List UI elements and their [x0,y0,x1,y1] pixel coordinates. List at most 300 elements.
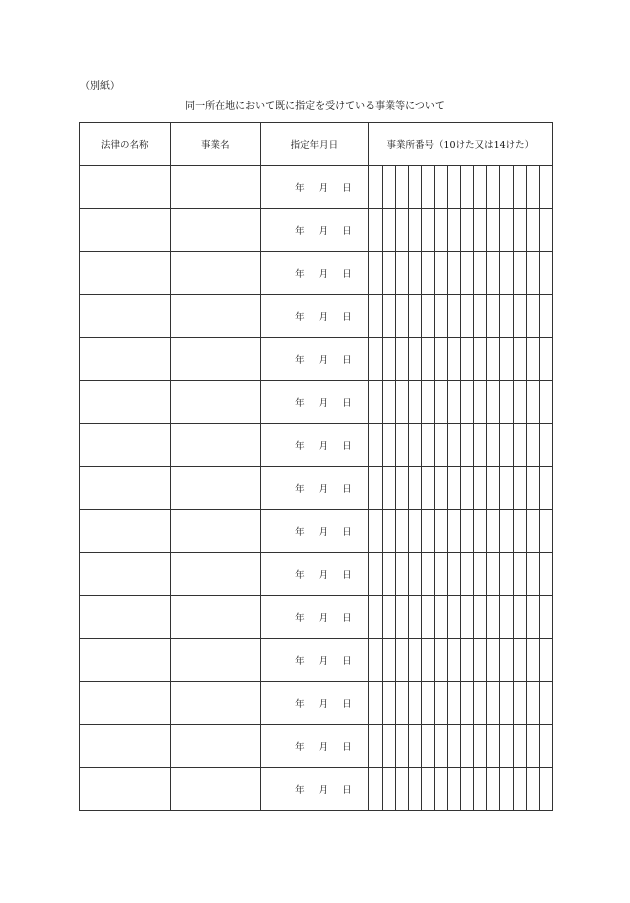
date-year-label: 年 [295,226,305,237]
office-number-digit-cell[interactable] [500,166,513,209]
date-day-label: 日 [342,269,352,280]
office-number-digit-cell[interactable] [448,424,461,467]
law-name-cell[interactable] [80,596,171,639]
office-number-digit-cell[interactable] [526,209,539,252]
date-year-label: 年 [295,699,305,710]
office-number-digit-cell[interactable] [500,768,513,811]
office-number-digit-cell[interactable] [382,467,395,510]
office-number-digit-cell[interactable] [461,768,474,811]
date-year-label: 年 [295,570,305,581]
office-number-digit-cell[interactable] [461,510,474,553]
office-number-digit-cell[interactable] [382,166,395,209]
office-number-digit-cell[interactable] [539,209,552,252]
office-number-digit-cell[interactable] [448,295,461,338]
table-row [80,639,553,682]
office-number-digit-cell[interactable] [461,381,474,424]
office-number-digit-cell[interactable] [539,682,552,725]
office-number-digit-cell[interactable] [539,467,552,510]
office-number-digit-cell[interactable] [487,166,500,209]
office-number-digit-cell[interactable] [526,725,539,768]
date-month-label: 月 [318,398,329,409]
office-number-digit-cell[interactable] [422,596,435,639]
office-number-digit-cell[interactable] [448,725,461,768]
designation-date-cell[interactable] [261,381,369,424]
designation-table [79,122,553,811]
office-number-digit-cell[interactable] [500,338,513,381]
date-day-label: 日 [342,527,352,538]
office-number-digit-cell[interactable] [474,596,487,639]
business-name-cell[interactable] [170,725,261,768]
office-number-digit-cell[interactable] [435,252,448,295]
office-number-digit-cell[interactable] [435,166,448,209]
date-month-label: 月 [318,355,329,366]
office-number-digit-cell[interactable] [435,424,448,467]
office-number-digit-cell[interactable] [539,553,552,596]
business-name-cell[interactable] [170,381,261,424]
table-row [80,338,553,381]
office-number-digit-cell[interactable] [382,252,395,295]
office-number-digit-cell[interactable] [513,467,526,510]
business-name-cell[interactable] [170,424,261,467]
office-number-digit-cell[interactable] [526,596,539,639]
date-day-label: 日 [342,699,352,710]
designation-date-cell[interactable] [261,596,369,639]
office-number-digit-cell[interactable] [408,209,421,252]
office-number-digit-cell[interactable] [382,209,395,252]
office-number-digit-cell[interactable] [368,338,382,381]
office-number-digit-cell[interactable] [526,381,539,424]
office-number-digit-cell[interactable] [435,553,448,596]
date-year-label: 年 [295,613,305,624]
office-number-digit-cell[interactable] [422,166,435,209]
office-number-digit-cell[interactable] [408,381,421,424]
law-name-cell[interactable] [80,768,171,811]
office-number-digit-cell[interactable] [500,725,513,768]
office-number-digit-cell[interactable] [408,166,421,209]
table-row [80,467,553,510]
designation-date-cell[interactable] [261,338,369,381]
office-number-digit-cell[interactable] [368,725,382,768]
table-row [80,768,553,811]
office-number-digit-cell[interactable] [395,166,408,209]
office-number-digit-cell[interactable] [448,338,461,381]
office-number-digit-cell[interactable] [382,639,395,682]
office-number-digit-cell[interactable] [539,252,552,295]
office-number-digit-cell[interactable] [408,252,421,295]
office-number-digit-cell[interactable] [513,553,526,596]
law-name-cell[interactable] [80,381,171,424]
date-day-label: 日 [342,226,352,237]
office-number-digit-cell[interactable] [474,209,487,252]
business-name-cell[interactable] [170,209,261,252]
office-number-digit-cell[interactable] [474,682,487,725]
office-number-digit-cell[interactable] [461,553,474,596]
designation-date-cell[interactable] [261,725,369,768]
office-number-digit-cell[interactable] [500,381,513,424]
office-number-digit-cell[interactable] [395,682,408,725]
office-number-digit-cell[interactable] [408,682,421,725]
law-name-cell[interactable] [80,682,171,725]
office-number-digit-cell[interactable] [435,682,448,725]
office-number-digit-cell[interactable] [368,252,382,295]
office-number-digit-cell[interactable] [448,209,461,252]
law-name-cell[interactable] [80,252,171,295]
date-day-label: 日 [342,613,352,624]
office-number-digit-cell[interactable] [368,553,382,596]
office-number-digit-cell[interactable] [461,209,474,252]
office-number-digit-cell[interactable] [513,209,526,252]
office-number-digit-cell[interactable] [487,467,500,510]
office-number-digit-cell[interactable] [422,682,435,725]
law-name-header: 法律の名称 [80,123,171,166]
office-number-digit-cell[interactable] [368,295,382,338]
office-number-digit-cell[interactable] [539,596,552,639]
office-number-digit-cell[interactable] [500,510,513,553]
office-number-digit-cell[interactable] [448,553,461,596]
office-number-digit-cell[interactable] [487,596,500,639]
law-name-cell[interactable] [80,639,171,682]
office-number-digit-cell[interactable] [395,725,408,768]
law-name-cell[interactable] [80,295,171,338]
office-number-digit-cell[interactable] [526,553,539,596]
office-number-digit-cell[interactable] [448,639,461,682]
office-number-digit-cell[interactable] [474,510,487,553]
law-name-cell[interactable] [80,510,171,553]
office-number-digit-cell[interactable] [487,725,500,768]
business-name-cell[interactable] [170,768,261,811]
office-number-digit-cell[interactable] [408,639,421,682]
date-month-label: 月 [318,484,329,495]
designation-date-cell[interactable] [261,467,369,510]
office-number-digit-cell[interactable] [435,768,448,811]
office-number-digit-cell[interactable] [408,424,421,467]
business-name-cell[interactable] [170,467,261,510]
office-number-digit-cell[interactable] [487,381,500,424]
office-number-digit-cell[interactable] [500,553,513,596]
table-row [80,682,553,725]
office-number-digit-cell[interactable] [382,381,395,424]
office-number-digit-cell[interactable] [474,424,487,467]
office-number-digit-cell[interactable] [408,295,421,338]
business-name-cell[interactable] [170,166,261,209]
office-number-digit-cell[interactable] [382,338,395,381]
office-number-digit-cell[interactable] [526,467,539,510]
office-number-digit-cell[interactable] [422,209,435,252]
office-number-digit-cell[interactable] [526,166,539,209]
office-number-digit-cell[interactable] [500,596,513,639]
office-number-digit-cell[interactable] [461,295,474,338]
date-day-label: 日 [342,484,352,495]
business-name-cell[interactable] [170,596,261,639]
law-name-cell[interactable] [80,338,171,381]
office-number-digit-cell[interactable] [487,209,500,252]
office-number-digit-cell[interactable] [526,510,539,553]
date-year-label: 年 [295,183,305,194]
law-name-cell[interactable] [80,209,171,252]
date-month-label: 月 [318,527,329,538]
office-number-digit-cell[interactable] [435,725,448,768]
office-number-digit-cell[interactable] [474,338,487,381]
office-number-digit-cell[interactable] [395,424,408,467]
office-number-digit-cell[interactable] [448,166,461,209]
office-number-digit-cell[interactable] [435,209,448,252]
office-number-digit-cell[interactable] [382,424,395,467]
designation-date-cell[interactable] [261,252,369,295]
table-row [80,209,553,252]
office-number-digit-cell[interactable] [513,252,526,295]
office-number-digit-cell[interactable] [422,467,435,510]
office-number-digit-cell[interactable] [539,381,552,424]
office-number-digit-cell[interactable] [395,639,408,682]
office-number-digit-cell[interactable] [513,166,526,209]
office-number-digit-cell[interactable] [422,553,435,596]
form-title: 同一所在地において既に指定を受けている事業等について [185,101,445,112]
office-number-digit-cell[interactable] [513,682,526,725]
business-name-cell[interactable] [170,338,261,381]
date-day-label: 日 [342,441,352,452]
office-number-digit-cell[interactable] [526,252,539,295]
office-number-digit-cell[interactable] [382,682,395,725]
office-number-digit-cell[interactable] [474,295,487,338]
office-number-digit-cell[interactable] [474,639,487,682]
office-number-digit-cell[interactable] [461,424,474,467]
office-number-digit-cell[interactable] [487,295,500,338]
office-number-digit-cell[interactable] [408,510,421,553]
office-number-digit-cell[interactable] [448,682,461,725]
office-number-digit-cell[interactable] [368,166,382,209]
office-number-digit-cell[interactable] [539,639,552,682]
office-number-digit-cell[interactable] [513,381,526,424]
table-row [80,596,553,639]
office-number-digit-cell[interactable] [500,252,513,295]
office-number-digit-cell[interactable] [487,510,500,553]
office-number-digit-cell[interactable] [513,725,526,768]
table-row [80,166,553,209]
date-month-label: 月 [318,785,329,796]
office-number-digit-cell[interactable] [395,295,408,338]
designation-date-cell[interactable] [261,682,369,725]
office-number-digit-cell[interactable] [395,510,408,553]
office-number-digit-cell[interactable] [368,639,382,682]
office-number-digit-cell[interactable] [395,338,408,381]
law-name-cell[interactable] [80,553,171,596]
office-number-digit-cell[interactable] [382,553,395,596]
office-number-digit-cell[interactable] [368,596,382,639]
date-year-label: 年 [295,441,305,452]
designation-date-cell[interactable] [261,553,369,596]
office-number-digit-cell[interactable] [461,252,474,295]
office-number-digit-cell[interactable] [474,467,487,510]
office-number-digit-cell[interactable] [422,252,435,295]
office-number-digit-cell[interactable] [368,209,382,252]
office-number-digit-cell[interactable] [408,338,421,381]
office-number-digit-cell[interactable] [408,725,421,768]
office-number-digit-cell[interactable] [513,768,526,811]
office-number-digit-cell[interactable] [422,725,435,768]
office-number-digit-cell[interactable] [500,682,513,725]
office-number-digit-cell[interactable] [448,252,461,295]
date-day-label: 日 [342,398,352,409]
office-number-digit-cell[interactable] [368,467,382,510]
office-number-digit-cell[interactable] [513,510,526,553]
date-year-label: 年 [295,355,305,366]
law-name-cell[interactable] [80,725,171,768]
office-number-digit-cell[interactable] [395,467,408,510]
office-number-digit-cell[interactable] [448,768,461,811]
date-month-label: 月 [318,742,329,753]
office-number-digit-cell[interactable] [368,381,382,424]
office-number-digit-cell[interactable] [474,553,487,596]
office-number-digit-cell[interactable] [461,639,474,682]
office-number-digit-cell[interactable] [500,209,513,252]
office-number-digit-cell[interactable] [382,295,395,338]
office-number-digit-cell[interactable] [513,596,526,639]
office-number-digit-cell[interactable] [487,639,500,682]
office-number-digit-cell[interactable] [448,381,461,424]
office-number-digit-cell[interactable] [526,295,539,338]
office-number-digit-cell[interactable] [422,639,435,682]
office-number-digit-cell[interactable] [448,467,461,510]
office-number-digit-cell[interactable] [435,510,448,553]
law-name-cell[interactable] [80,467,171,510]
law-name-cell[interactable] [80,166,171,209]
office-number-digit-cell[interactable] [422,768,435,811]
office-number-digit-cell[interactable] [526,424,539,467]
date-month-label: 月 [318,312,329,323]
designation-date-cell[interactable] [261,295,369,338]
business-name-header: 事業名 [170,123,261,166]
office-number-digit-cell[interactable] [422,381,435,424]
office-number-digit-cell[interactable] [408,596,421,639]
business-name-cell[interactable] [170,510,261,553]
business-name-cell[interactable] [170,252,261,295]
office-number-digit-cell[interactable] [487,553,500,596]
date-year-label: 年 [295,742,305,753]
office-number-digit-cell[interactable] [395,553,408,596]
office-number-digit-cell[interactable] [382,768,395,811]
office-number-digit-cell[interactable] [395,768,408,811]
designation-date-cell[interactable] [261,639,369,682]
office-number-digit-cell[interactable] [539,424,552,467]
office-number-digit-cell[interactable] [422,510,435,553]
office-number-digit-cell[interactable] [461,338,474,381]
designation-date-cell[interactable] [261,166,369,209]
office-number-digit-cell[interactable] [408,768,421,811]
office-number-digit-cell[interactable] [422,338,435,381]
attachment-note: （別紙） [80,81,120,92]
office-number-digit-cell[interactable] [461,725,474,768]
office-number-digit-cell[interactable] [435,338,448,381]
business-name-cell[interactable] [170,295,261,338]
office-number-digit-cell[interactable] [487,338,500,381]
office-number-digit-cell[interactable] [408,553,421,596]
office-number-digit-cell[interactable] [474,381,487,424]
business-name-cell[interactable] [170,639,261,682]
office-number-digit-cell[interactable] [513,338,526,381]
office-number-digit-cell[interactable] [395,209,408,252]
office-number-digit-cell[interactable] [474,725,487,768]
office-number-digit-cell[interactable] [382,596,395,639]
office-number-digit-cell[interactable] [435,295,448,338]
office-number-digit-cell[interactable] [474,768,487,811]
office-number-digit-cell[interactable] [422,295,435,338]
office-number-digit-cell[interactable] [368,682,382,725]
office-number-digit-cell[interactable] [368,768,382,811]
office-number-digit-cell[interactable] [539,510,552,553]
office-number-digit-cell[interactable] [474,252,487,295]
office-number-digit-cell[interactable] [395,252,408,295]
office-number-digit-cell[interactable] [435,381,448,424]
office-number-digit-cell[interactable] [487,768,500,811]
table-row [80,295,553,338]
office-number-digit-cell[interactable] [513,295,526,338]
office-number-digit-cell[interactable] [461,467,474,510]
office-number-digit-cell[interactable] [500,295,513,338]
office-number-digit-cell[interactable] [395,596,408,639]
office-number-digit-cell[interactable] [487,252,500,295]
office-number-digit-cell[interactable] [526,768,539,811]
date-day-label: 日 [342,570,352,581]
designation-date-cell[interactable] [261,510,369,553]
office-number-digit-cell[interactable] [461,682,474,725]
office-number-digit-cell[interactable] [539,338,552,381]
office-number-digit-cell[interactable] [382,510,395,553]
office-number-digit-cell[interactable] [448,510,461,553]
office-number-digit-cell[interactable] [539,725,552,768]
office-number-digit-cell[interactable] [435,639,448,682]
office-number-digit-cell[interactable] [487,424,500,467]
office-number-digit-cell[interactable] [448,596,461,639]
table-header-row [80,123,553,166]
office-number-digit-cell[interactable] [500,639,513,682]
designation-date-cell[interactable] [261,424,369,467]
date-day-label: 日 [342,785,352,796]
office-number-digit-cell[interactable] [422,424,435,467]
office-number-digit-cell[interactable] [487,682,500,725]
office-number-digit-cell[interactable] [526,338,539,381]
designation-date-cell[interactable] [261,768,369,811]
business-name-cell[interactable] [170,553,261,596]
date-year-label: 年 [295,312,305,323]
office-number-digit-cell[interactable] [474,166,487,209]
date-day-label: 日 [342,656,352,667]
office-number-digit-cell[interactable] [539,768,552,811]
business-name-cell[interactable] [170,682,261,725]
office-number-digit-cell[interactable] [526,639,539,682]
date-day-label: 日 [342,183,352,194]
date-year-label: 年 [295,527,305,538]
office-number-digit-cell[interactable] [539,295,552,338]
office-number-digit-cell[interactable] [461,166,474,209]
date-month-label: 月 [318,613,329,624]
office-number-digit-cell[interactable] [382,725,395,768]
office-number-digit-cell[interactable] [526,682,539,725]
office-number-digit-cell[interactable] [500,467,513,510]
office-number-digit-cell[interactable] [513,424,526,467]
office-number-digit-cell[interactable] [435,467,448,510]
office-number-digit-cell[interactable] [395,381,408,424]
office-number-digit-cell[interactable] [539,166,552,209]
office-number-digit-cell[interactable] [408,467,421,510]
office-number-digit-cell[interactable] [368,424,382,467]
designation-date-cell[interactable] [261,209,369,252]
office-number-digit-cell[interactable] [513,639,526,682]
law-name-cell[interactable] [80,424,171,467]
office-number-digit-cell[interactable] [500,424,513,467]
office-number-digit-cell[interactable] [368,510,382,553]
office-number-digit-cell[interactable] [435,596,448,639]
office-number-digit-cell[interactable] [461,596,474,639]
